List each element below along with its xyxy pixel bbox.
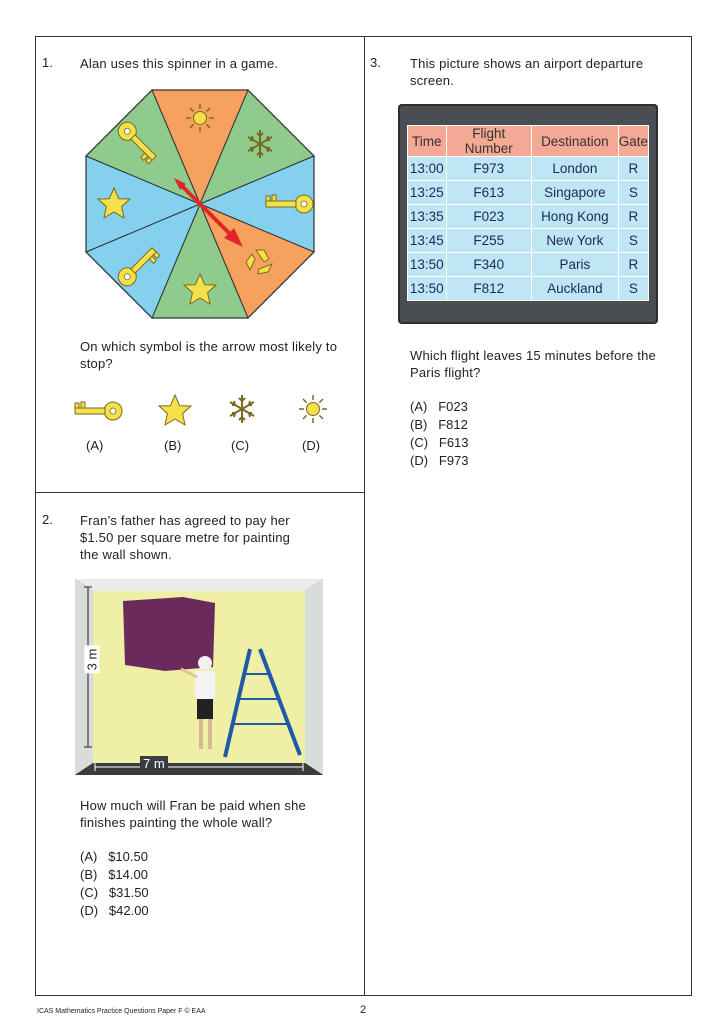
option-d-sun-icon [293, 389, 333, 429]
q2-question-line: How much will Fran be paid when she [80, 798, 306, 813]
departure-screen [398, 104, 658, 324]
option-a-key-icon [66, 397, 126, 427]
cell-gate: S [618, 229, 648, 253]
header-destination: Destination [531, 126, 618, 157]
cell-time: 13:00 [408, 157, 447, 181]
q2-option-c[interactable] [80, 884, 149, 902]
option-text: $14.00 [108, 867, 148, 882]
q3-question [410, 347, 656, 381]
page-number: 2 [360, 1004, 367, 1016]
option-text: F023 [438, 399, 468, 414]
cell-flight: F340 [446, 253, 531, 277]
table-row [408, 181, 649, 205]
option-label: (B) [80, 867, 98, 882]
column-divider [364, 36, 365, 996]
option-b-star-icon [155, 389, 195, 429]
q3-question-line: Which flight leaves 15 minutes before the [410, 348, 656, 363]
header-time: Time [408, 126, 447, 157]
q3-stem-line: screen. [410, 73, 455, 88]
table-row [408, 229, 649, 253]
option-text: $31.50 [108, 885, 149, 900]
q2-options [80, 848, 149, 920]
cell-time: 13:50 [408, 253, 447, 277]
q2-question-line: finishes painting the whole wall? [80, 815, 273, 830]
q2-option-d[interactable] [80, 902, 149, 920]
cell-flight: F255 [446, 229, 531, 253]
cell-flight: F613 [446, 181, 531, 205]
q3-stem [410, 55, 643, 89]
q2-option-a[interactable] [80, 848, 149, 866]
footer-text: ICAS Mathematics Practice Questions Paper F © EAA [37, 1008, 206, 1015]
cell-flight: F023 [446, 205, 531, 229]
cell-destination: Auckland [531, 277, 618, 301]
cell-gate: R [618, 157, 648, 181]
cell-gate: R [618, 205, 648, 229]
option-label: (C) [80, 885, 99, 900]
cell-time: 13:35 [408, 205, 447, 229]
header-gate: Gate [618, 126, 648, 157]
q2-number: 2. [42, 512, 53, 527]
q2-question [80, 797, 306, 831]
cell-time: 13:50 [408, 277, 447, 301]
q2-option-b[interactable] [80, 866, 149, 884]
q1-option-b[interactable]: (B) [164, 438, 182, 453]
spinner [80, 84, 320, 324]
q2-stem-line: the wall shown. [80, 547, 172, 562]
option-label: (A) [410, 399, 428, 414]
option-label: (C) [410, 435, 429, 450]
q1-number: 1. [42, 55, 53, 70]
q3-options [410, 398, 469, 470]
q3-question-line: Paris flight? [410, 365, 481, 380]
option-label: (D) [410, 453, 429, 468]
q3-stem-line: This picture shows an airport departure [410, 56, 644, 71]
option-label: (A) [80, 849, 98, 864]
option-text: F973 [438, 453, 469, 468]
option-c-snowflake-icon [222, 389, 262, 429]
table-row [408, 205, 649, 229]
q3-number: 3. [370, 55, 381, 70]
sector-sun-icon [186, 104, 214, 132]
q3-option-b[interactable] [410, 416, 469, 434]
table-row [408, 253, 649, 277]
header-flight-number: Flight Number [446, 126, 531, 157]
wall-width-label: 7 m [140, 756, 168, 771]
q2-stem-line: Fran’s father has agreed to pay her [80, 513, 290, 528]
option-text: F613 [438, 435, 469, 450]
cell-destination: Singapore [531, 181, 618, 205]
question-divider [35, 492, 365, 493]
cell-destination: London [531, 157, 618, 181]
cell-time: 13:45 [408, 229, 447, 253]
q2-stem [80, 512, 290, 563]
cell-destination: Paris [531, 253, 618, 277]
q2-stem-line: $1.50 per square metre for painting [80, 530, 291, 545]
q3-option-d[interactable] [410, 452, 469, 470]
q1-option-c[interactable]: (C) [231, 438, 250, 453]
wall-picture [75, 579, 323, 775]
cell-destination: Hong Kong [531, 205, 618, 229]
cell-destination: New York [531, 229, 618, 253]
cell-flight: F812 [446, 277, 531, 301]
cell-gate: S [618, 181, 648, 205]
q3-option-c[interactable] [410, 434, 469, 452]
option-text: $10.50 [108, 849, 148, 864]
option-text: $42.00 [108, 903, 149, 918]
option-label: (D) [80, 903, 99, 918]
q1-question: On which symbol is the arrow most likely to stop? [80, 339, 338, 371]
cell-time: 13:25 [408, 181, 447, 205]
table-row [408, 157, 649, 181]
table-row [408, 277, 649, 301]
option-text: F812 [438, 417, 468, 432]
departure-table [407, 125, 649, 301]
option-label: (B) [410, 417, 428, 432]
q1-option-a[interactable]: (A) [86, 438, 104, 453]
q3-option-a[interactable] [410, 398, 469, 416]
wall-height-label: 3 m [84, 646, 99, 674]
cell-gate: S [618, 277, 648, 301]
table-header-row [408, 126, 649, 157]
q1-option-d[interactable]: (D) [302, 438, 321, 453]
cell-gate: R [618, 253, 648, 277]
cell-flight: F973 [446, 157, 531, 181]
q1-stem: Alan uses this spinner in a game. [80, 56, 279, 71]
